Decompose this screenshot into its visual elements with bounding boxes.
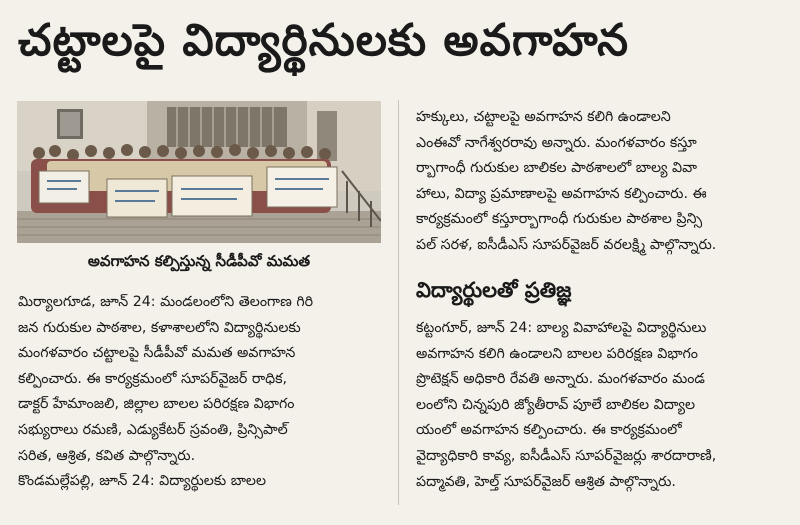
text-line: ప్రొటెక్షన్ అధికారి రేవతి అన్నారు. మంగళవారం మండ [416,371,705,388]
text-line: మంగళవారం చట్టాలపై సీడీపీవో మమత అవగాహన [18,345,296,362]
text-line: సభ్యురాలు రమణి, ఎడ్యుకేటర్ స్రవంతి, ప్రిన్సిపాల్ [18,421,288,438]
text-line: ఎంఈవో నాగేశ్వరరావు అన్నారు. మంగళవారం కస్తూ [416,134,697,151]
text-line: పల్ సరళ, ఐసీడీఎస్ సూపర్‌వైజర్ వరలక్ష్మి పాల్గొన్నారు. [416,236,717,253]
text-line: ర్బాగాంధీ గురుకుల బాలికల పాఠశాలలో బాల్య వివా [416,160,698,177]
left-column [18,290,384,495]
text-line: మిర్యాలగూడ, జూన్ 24: మండలంలోని తెలంగాణ గిరి [18,294,314,310]
photo-caption: అవగాహన కల్పిస్తున్న సీడీపీవో మమత [87,252,311,270]
headline: చట్టాలపై విద్యార్థినులకు అవగాహన [18,15,630,66]
text-line: వైద్యాధికారి కావ్య, ఐసీడీఎస్ సూపర్‌వైజర్లు శారదారాణి, [416,447,717,464]
right-column-bottom [416,316,788,495]
text-line: హాలు, విద్యా ప్రమాణాలపై అవగాహన కల్పించారు. ఈ [416,185,707,202]
news-photo [17,101,381,243]
right-column-top [416,105,788,259]
text-line: కల్పించారు. ఈ కార్యక్రమంలో సూపర్‌వైజర్ రాధిక, [18,370,288,387]
news-photo-drawing [17,101,381,243]
text-line: జన గురుకుల పాఠశాల, కళాశాలలోని విద్యార్థినులకు [18,319,301,336]
text-line: కొండమల్లేపల్లి, జూన్ 24: విద్యార్థులకు బాలల [18,473,267,490]
column-divider [398,100,399,505]
text-line: కట్టంగూర్, జూన్ 24: బాల్య వివాహాలపై విద్యార్థినులు [416,320,707,336]
text-line: డాక్టర్ హేమాంజలి, జిల్లాల బాలల పరిరక్షణ విభాగం [18,396,295,413]
text-line: సరిత, ఆశ్రిత, కవిత పాల్గొన్నారు. [18,447,196,464]
text-line: కార్యక్రమంలో కస్తూర్బాగాంధీ గురుకుల పాఠశాల ప్రిన్సి [416,211,703,228]
text-line: పద్మావతి, హెల్త్ సూపర్‌వైజర్ ఆశ్రిత పాల్గొన్నారు. [416,473,676,490]
subheading: విద్యార్థులతో ప్రతిజ్ఞ [416,278,572,302]
text-line: హక్కులు, చట్టాలపై అవగాహన కలిగి ఉండాలని [416,109,671,125]
text-line: యంలో అవగాహన కల్పించారు. ఈ కార్యక్రమంలో [416,422,682,439]
text-line: అవగాహన కలిగి ఉండాలని బాలల పరిరక్షణ విభాగం [416,345,698,362]
text-line: లంలోని చిన్నపురి జ్యోతీరావ్ పూలే బాలికల విద్యాల [416,396,696,413]
